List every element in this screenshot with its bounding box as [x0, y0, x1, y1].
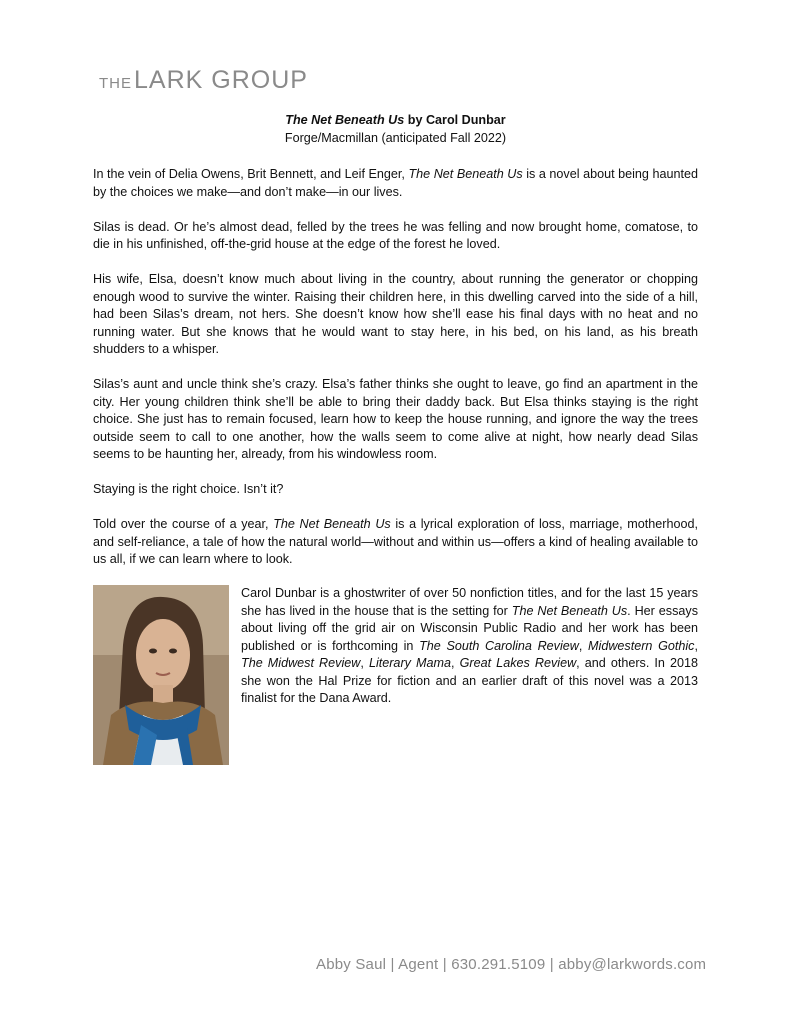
publisher-line: Forge/Macmillan (anticipated Fall 2022) — [284, 131, 507, 145]
p6-book-title: The Net Beneath Us — [273, 517, 391, 531]
paragraph-1 — [93, 166, 698, 201]
bio-title-3: Midwestern Gothic — [588, 638, 695, 653]
bio-title-5: Literary Mama — [368, 656, 452, 670]
pitch-body — [93, 166, 698, 586]
p1-text-a: In the vein of Delia Owens, Brit Bennett, and Leif Enger, — [93, 167, 409, 181]
paragraph-5: Staying is the right choice. Isn’t it? — [93, 482, 284, 496]
bio-text-f: , — [451, 656, 460, 670]
author-bio-text — [241, 585, 698, 708]
bio-title-1: The Net Beneath Us — [511, 603, 628, 618]
lark-group-logo — [99, 66, 308, 95]
book-title: The Net Beneath Us — [285, 113, 405, 127]
bio-title-4: The Midwest Review — [241, 656, 361, 670]
bio-title-6: Great Lakes Review — [459, 656, 577, 670]
paragraph-6 — [93, 516, 698, 569]
p6-text-b: is a lyrical exploration of loss, marriage, motherhood, and self-reliance, a tale of how the natural world—without and within us—offers a kind of healing available to us all, if we can learn where to look. — [93, 517, 699, 566]
bio-text-d: , — [694, 638, 698, 653]
bio-text-a: Carol Dunbar is a ghostwriter of over 50 nonfiction titles, and for the last 15 years she has lived in the house that is the setting for — [241, 586, 698, 618]
paragraph-2: Silas is dead. Or he’s almost dead, felled by the trees he was felling and now brought home, comatose, to die in his unfinished, off-the-grid house at the edge of the forest he loved. — [93, 219, 698, 251]
agent-contact-footer: Abby Saul | Agent | 630.291.5109 | abby@larkwords.com — [316, 956, 707, 973]
bio-title-2: The South Carolina Review — [419, 638, 579, 653]
bio-text-g: , and others. In 2018 she won the Hal Prize for fiction and an earlier draft of this novel was a 2013 finalist for the Dana Award. — [241, 656, 699, 705]
logo-lark-group: LARK GROUP — [134, 66, 308, 94]
book-title-line — [93, 111, 698, 129]
logo-the: THE — [99, 75, 132, 92]
bio-text-c: , — [578, 638, 589, 653]
p1-book-title: The Net Beneath Us — [408, 167, 523, 181]
p6-text-a: Told over the course of a year, — [93, 517, 274, 531]
author-photo — [93, 585, 229, 765]
document-header — [93, 111, 698, 147]
author-byline: by Carol Dunbar — [404, 113, 506, 127]
author-portrait-illustration — [93, 585, 229, 765]
bio-text-b: . Her essays about living off the grid air on Wisconsin Public Radio and her work has been published or is forthcoming in — [241, 603, 698, 653]
paragraph-3: His wife, Elsa, doesn’t know much about living in the country, about running the generator or chopping enough wood to survive the winter. Raising their children here, in this dwelling carved into the side of a hill, had been Silas’s dream, not hers. She doesn’t know how she’ll ease his final days with no heat and no running water. But she knows that he would want to stay here, in his bed, on his land, as his breath shudders to a whisper. — [93, 272, 698, 356]
paragraph-4: Silas’s aunt and uncle think she’s crazy. Elsa’s father thinks she ought to leave, go find an apartment in the city. Her young children think she’ll be able to bring their daddy back. But Elsa thinks staying is the right choice. She just has to remain focused, learn how to keep the house running, and ignore the way the trees outside seem to call to one another, how the walls seem to come alive at night, how nearly dead Silas seems to be haunting her, already, from his windowless room. — [93, 377, 698, 461]
p1-text-b: is a novel about being haunted by the choices we make—and don’t make—in our lives. — [93, 167, 698, 199]
bio-text-e: , — [360, 656, 369, 670]
